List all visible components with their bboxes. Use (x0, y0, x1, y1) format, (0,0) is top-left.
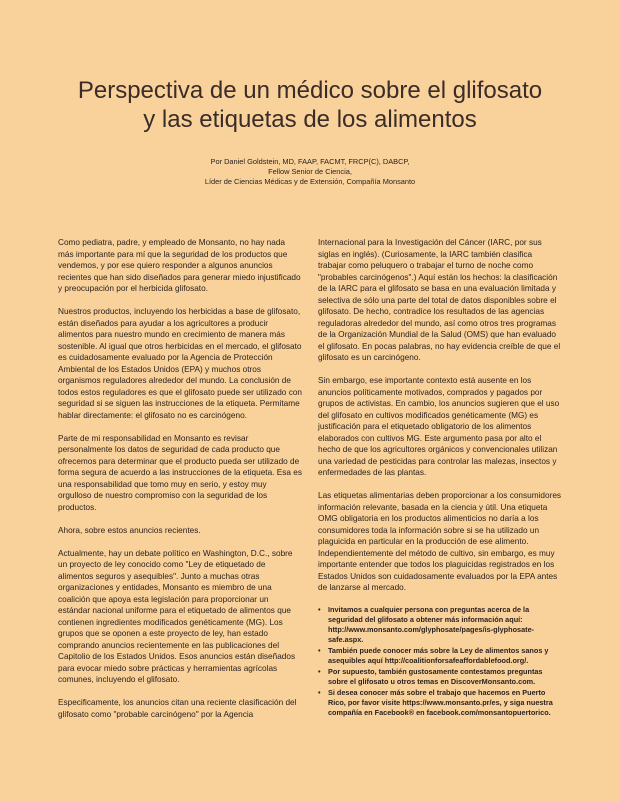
bullet-text: Si desea conocer más sobre el trabajo que hacemos en Puerto Rico, por favor visite https://www.monsanto.pr/es, y siga nuestra compañía en Facebook® en facebook.com/monsantopuertorico. (328, 688, 553, 717)
bullet-text: Por supuesto, también gustosamente contestamos preguntas sobre el glifosato u otros temas en DiscoverMonsanto.com. (328, 667, 543, 686)
paragraph: Sin embargo, ese importante contexto está ausente en los anuncios políticamente motivados, comprados y pagados por grupos de activistas. En cambio, los anuncios sugieren que el uso del glifosato en cultivos modificados genéticamente (MG) es justificación para el etiquetado obligatorio de los alimentos elaborados con cultivos MG. Este argumento pasa por alto el hecho de que los agricultores orgánicos y convencionales utilizan una variedad de pesticidas para controlar las malezas, insectos y enfermedades de las plantas. (318, 376, 560, 477)
bullet-icon: • (318, 688, 321, 697)
bullet-icon: • (318, 605, 321, 614)
title-line-1: Perspectiva de un médico sobre el glifosato (77, 77, 543, 104)
paragraph: Parte de mi responsabilidad en Monsanto es revisar personalmente los datos de seguridad de cada producto que ofrecemos para determinar que el producto pueda ser utilizado de forma segura de acuerdo a las instrucciones de la etiqueta. Esa es una responsabilidad que tomo muy en serio, y estoy muy orgulloso de nuestro compromiso con la seguridad de los productos. (58, 433, 302, 512)
paragraph: Como pediatra, padre, y empleado de Monsanto, no hay nada más importante para mí que la seguridad de los productos que vendemos, y por ese quiero responder a algunos anuncios recientes que han sido diseñados para generar miedo injustificado y preocupación por el herbicida glifosato. (58, 238, 301, 293)
list-item (318, 605, 562, 645)
title-line-2: y las etiquetas de los alimentos (143, 106, 477, 133)
left-column (58, 237, 302, 732)
paragraph: Internacional para la Investigación del Cáncer (IARC, por sus siglas en inglés). (Curiosamente, la IARC también clasifica trabajar como peluquero o trabajar el turno de noche como "probables carcinógenos".) Aquí están los hechos: la clasificación de la IARC para el glifosato se basa en una evaluación limitada y selectiva de sólo una parte del total de datos disponibles sobre el glifosato. De hecho, contradice los resultados de las agencias reguladoras alrededor del mundo, así como otros tres programas de la Organización Mundial de la Salud (OMS) que han evaluado el glifosato. En pocas palabras, no hay evidencia creíble de que el glifosato es un carcinógeno. (318, 238, 561, 362)
article-title (20, 76, 600, 134)
right-column (318, 237, 562, 719)
info-bullet-list (318, 605, 562, 718)
list-item (318, 646, 562, 666)
bullet-icon: • (318, 646, 321, 655)
paragraph: Ahora, sobre estos anuncios recientes. (58, 525, 201, 535)
bullet-icon: • (318, 667, 321, 676)
byline-author: Por Daniel Goldstein, MD, FAAP, FACMT, FRCP(C), DABCP, (210, 157, 410, 166)
paragraph: Especificamente, los anuncios citan una reciente clasificación del glifosato como "probable carcinógeno" por la Agencia (58, 698, 297, 719)
list-item (318, 688, 562, 718)
byline (110, 157, 510, 187)
byline-affiliation: Líder de Ciencias Médicas y de Extensión, Compañía Monsanto (204, 177, 416, 186)
paragraph: Nuestros productos, incluyendo los herbicidas a base de glifosato, están diseñados para ayudar a los agricultores a producir alimentos para nuestro mundo en crecimiento de manera más sostenible. Al igual que otros herbicidas en el mercado, el glifosato es cuidadosamente evaluado por la Agencia de Protección Ambiental de los Estados Unidos (EPA) y muchos otros organismos reguladores alrededor del mundo. La conclusión de todos estos reguladores es que el glifosato puede ser utilizado con seguridad si se siguen las instrucciones de la etiqueta. Permitame hablar directamente: el glifosato no es carcinógeno. (58, 307, 302, 420)
paragraph: Las etiquetas alimentarias deben proporcionar a los consumidores información relevante, basada en la ciencia y útil. Una etiqueta OMG obligatoria en los productos alimenticios no daría a los consumidores toda la información sobre si se ha utilizado un plaguicida en particular en la producción de ese alimento. Independientemente del método de cultivo, sin embargo, es muy importante entender que todos los plaguicidas registrados en los Estados Unidos son cuidadosamente evaluados por la EPA antes de lanzarse al mercado. (318, 491, 562, 592)
bullet-text: Invitamos a cualquier persona con preguntas acerca de la seguridad del glifosato a obtener más información aquí: http://www.monsanto.com/glyphosate/pages/is-glyphosate-safe.aspx. (328, 605, 535, 644)
byline-role: Fellow Senior de Ciencia, (268, 167, 352, 176)
bullet-text: También puede conocer más sobre la Ley de alimentos sanos y asequibles aquí http://coalitionforsafeaffordablefood.org/. (328, 646, 549, 665)
list-item (318, 667, 562, 687)
paragraph: Actualmente, hay un debate político en Washington, D.C., sobre un proyecto de ley conocido como "Ley de etiquetado de alimentos seguros y asequibles". Junto a muchas otras organizaciones y entidades, Monsanto es miembro de una coalición que apoya esta legislación para proporcionar un estándar nacional uniforme para el etiquetado de alimentos que contienen ingredientes modificados genéticamente (MG). Los grupos que se oponen a este proyecto de ley, han estado comprando anuncios recientemente en las publicaciones del Capitolio de los Estados Unidos. Esos anuncios están diseñados para evocar miedo sobre prácticas y herramientas agrícolas comunes, incluyendo el glifosato. (58, 548, 296, 684)
